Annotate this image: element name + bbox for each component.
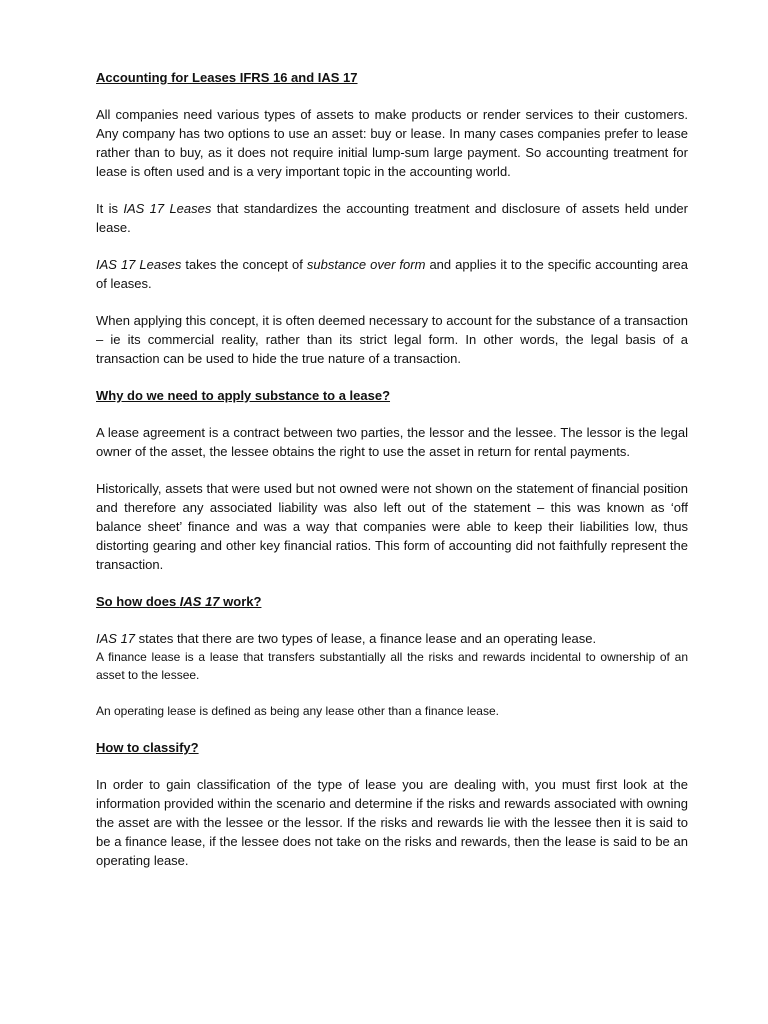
text-italic: substance over form [306, 257, 426, 272]
text-italic: IAS 17 Leases [123, 201, 212, 216]
text-segment: and applies it to the specific accounting area of leases. [96, 257, 688, 291]
paragraph-applying-concept: When applying this concept, it is often deemed necessary to account for the substance of a transaction – ie its commercial reality, rather than its strict legal form. In other words, the legal basis of a transaction can be used to hide the true nature of a transaction. [96, 313, 688, 366]
document-title: Accounting for Leases IFRS 16 and IAS 17 [96, 70, 358, 85]
text-italic: IAS 17 Leases [96, 257, 182, 272]
paragraph-finance-lease-definition: A finance lease is a lease that transfers substantially all the risks and rewards incidental to ownership of an asset to the lessee. [96, 650, 688, 682]
paragraph-substance-concept [96, 255, 688, 293]
text-segment: So how does [96, 594, 180, 609]
paragraph-historically: Historically, assets that were used but not owned were not shown on the statement of financial position and therefore any associated liability was also left out of the statement – this was known as ‘off balance sheet’ finance and was a way that companies were able to keep their liabilities low, thus distorting gearing and other key financial ratios. This form of accounting did not faithfully represent the transaction. [96, 481, 688, 572]
text-italic: IAS 17 [96, 631, 136, 646]
text-italic: IAS 17 [179, 594, 220, 609]
paragraph-types-of-lease [96, 629, 688, 648]
section-heading-why-substance: Why do we need to apply substance to a lease? [96, 388, 391, 403]
section-heading-how-ias17-works [96, 592, 688, 611]
text-segment: It is [96, 201, 124, 216]
paragraph-operating-lease-definition: An operating lease is defined as being any lease other than a finance lease. [96, 704, 499, 718]
text-segment: that standardizes the accounting treatment and disclosure of assets held under lease. [96, 201, 688, 235]
paragraph-classification: In order to gain classification of the type of lease you are dealing with, you must first look at the information provided within the scenario and determine if the risks and rewards associated with owning the asset are with the lessee or the lessor. If the risks and rewards lie with the lessee then it is said to be a finance lease, if the lessee does not take on the risks and rewards, then the lease is said to be an operating lease. [96, 777, 688, 868]
paragraph-lease-agreement: A lease agreement is a contract between two parties, the lessor and the lessee. The lessor is the legal owner of the asset, the lessee obtains the right to use the asset in return for rental payments. [96, 425, 688, 459]
text-segment: takes the concept of [181, 257, 307, 272]
text-segment: states that there are two types of lease, a finance lease and an operating lease. [135, 631, 597, 646]
section-heading-how-to-classify: How to classify? [96, 740, 199, 755]
paragraph-ias17-standard [96, 199, 688, 237]
paragraph-intro: All companies need various types of assets to make products or render services to their customers. Any company has two options to use an asset: buy or lease. In many cases companies prefer to lease rather than to buy, as it does not require initial lump-sum large payment. So accounting treatment for lease is often used and is a very important topic in the accounting world. [96, 107, 688, 179]
text-segment: work? [219, 594, 262, 609]
